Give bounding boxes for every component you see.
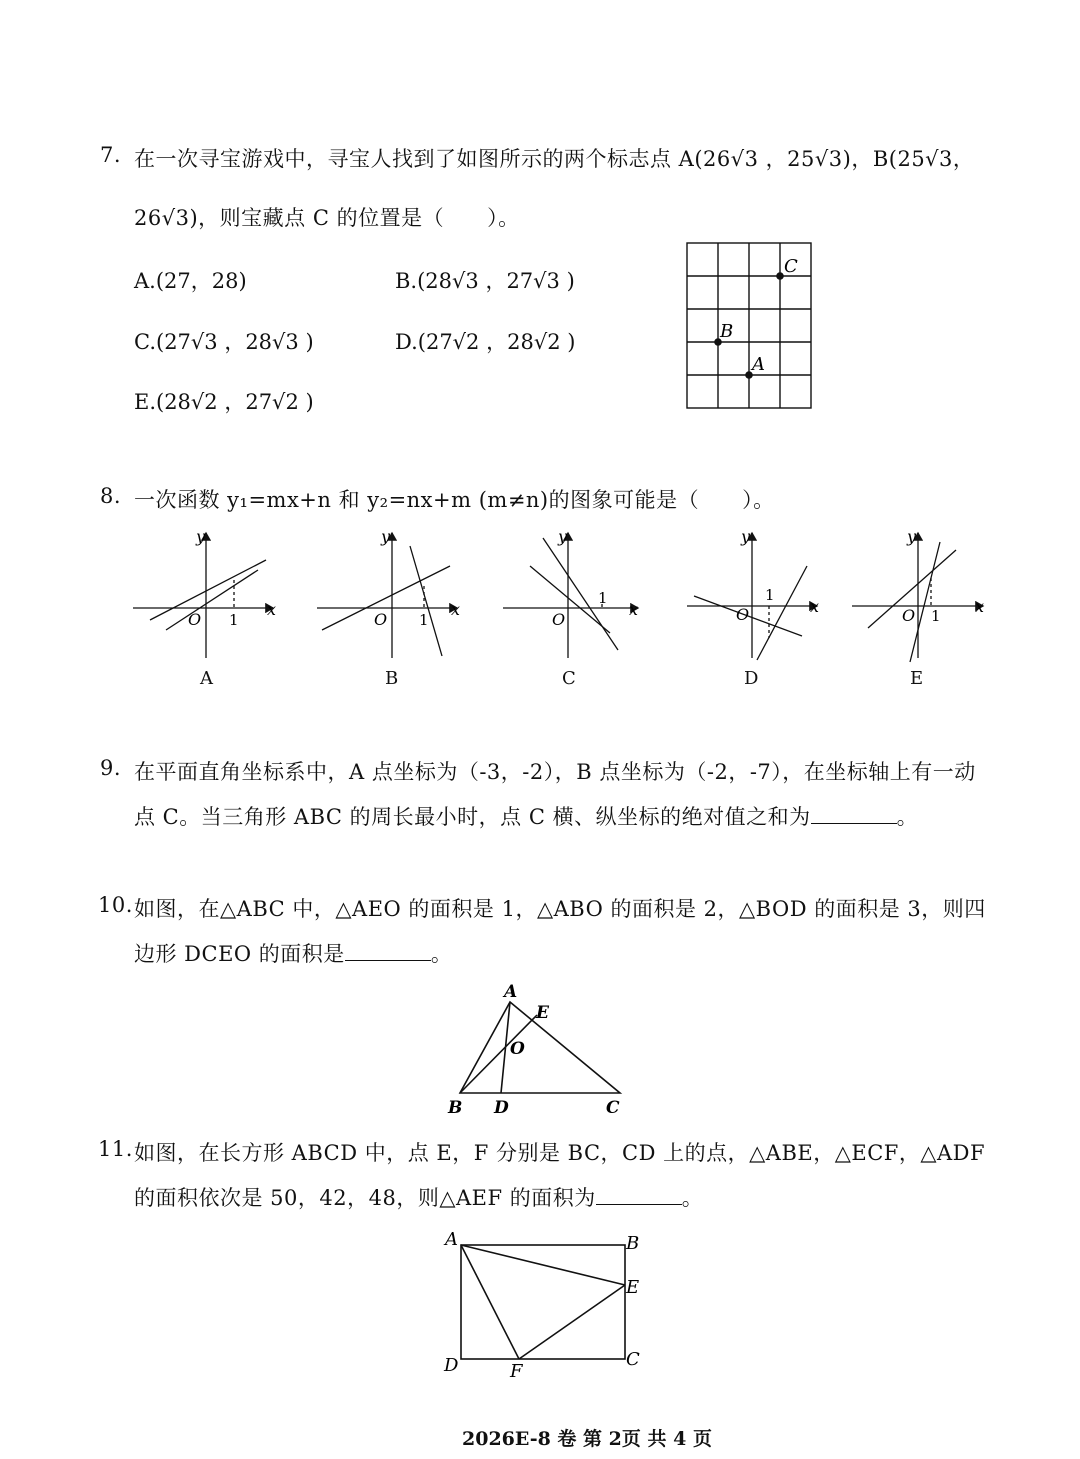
origin-label: O xyxy=(188,610,202,629)
q7-line2: 26√3)，则宝藏点 C 的位置是（ ）。 xyxy=(134,206,520,230)
q10-answer-blank[interactable] xyxy=(345,942,431,961)
q8-graph-b xyxy=(312,528,472,663)
q7-option-b: B.(28√3 ，27√3 ) xyxy=(395,269,575,293)
origin-label: O xyxy=(736,605,750,624)
q11-line1: 如图，在长方形 ABCD 中，点 E，F 分别是 BC，CD 上的点，△ABE，△ECF，△ADF xyxy=(134,1141,986,1165)
x-axis-label: x xyxy=(975,597,985,616)
q11-line2-wrap xyxy=(134,1182,703,1212)
y-axis-label: y xyxy=(907,528,917,546)
tick-label: 1 xyxy=(765,586,775,604)
q8-text: 一次函数 y₁=mx+n 和 y₂=nx+m (m≠n)的图象可能是（ ）。 xyxy=(134,488,775,512)
q10-number: 10. xyxy=(98,893,133,917)
page-footer: 2026E-8 卷 第 2页 共 4 页 xyxy=(462,1428,712,1450)
q8-number: 8. xyxy=(100,484,122,508)
x-axis-label: x xyxy=(629,600,639,619)
q9-answer-blank[interactable] xyxy=(811,805,897,824)
x-axis-label: x xyxy=(451,600,461,619)
label-b: B xyxy=(448,1098,463,1118)
q8-graph-d xyxy=(682,528,842,663)
y-axis-label: y xyxy=(558,528,568,546)
graph-d-label: D xyxy=(744,668,759,689)
label-a: A xyxy=(752,354,765,375)
origin-label: O xyxy=(552,610,566,629)
q9-line2-wrap xyxy=(134,801,918,831)
label-o: O xyxy=(510,1039,525,1059)
origin-label: O xyxy=(902,606,916,625)
q9-end: 。 xyxy=(896,805,919,829)
label-c: C xyxy=(626,1349,640,1370)
graph-a-label: A xyxy=(200,668,213,689)
q7-option-e: E.(28√2 ，27√2 ) xyxy=(134,390,314,414)
tick-label: 1 xyxy=(229,611,239,629)
label-f: F xyxy=(510,1361,523,1382)
tick-label: 1 xyxy=(931,607,941,625)
point-c xyxy=(776,272,784,280)
y-axis-label: y xyxy=(196,528,206,546)
q10-end: 。 xyxy=(430,942,453,966)
q11-rectangle-figure xyxy=(440,1225,650,1385)
q8-graph-e xyxy=(848,528,998,663)
y-axis-label: y xyxy=(381,528,391,546)
q11-line2: 的面积依次是 50，42，48，则△AEF 的面积为 xyxy=(134,1186,596,1210)
q8-graph-a xyxy=(128,528,288,663)
label-d: D xyxy=(494,1098,509,1118)
origin-label: O xyxy=(374,610,388,629)
q10-line2: 边形 DCEO 的面积是 xyxy=(134,942,345,966)
q11-number: 11. xyxy=(98,1137,133,1161)
x-axis-label: x xyxy=(267,600,277,619)
q7-option-c: C.(27√3 ，28√3 ) xyxy=(134,330,314,354)
label-b: B xyxy=(720,321,734,342)
x-axis-label: x xyxy=(810,597,820,616)
label-c: C xyxy=(606,1098,620,1118)
tick-label: 1 xyxy=(598,589,608,607)
q10-triangle-figure xyxy=(440,980,640,1120)
label-a: A xyxy=(445,1229,458,1250)
q8-graph-c xyxy=(498,528,658,663)
q9-line2: 点 C。当三角形 ABC 的周长最小时，点 C 横、纵坐标的绝对值之和为 xyxy=(134,805,811,829)
q9-line1: 在平面直角坐标系中，A 点坐标为（-3，-2），B 点坐标为（-2，-7），在坐标轴上有一动 xyxy=(134,760,976,784)
q7-option-a: A.(27，28) xyxy=(134,269,247,293)
q11-end: 。 xyxy=(681,1186,704,1210)
label-a: A xyxy=(504,982,518,1002)
tick-label: 1 xyxy=(419,611,429,629)
graph-e-label: E xyxy=(910,668,924,689)
q7-grid-figure xyxy=(684,240,814,412)
q7-number: 7. xyxy=(100,143,122,167)
label-e: E xyxy=(626,1277,640,1298)
q11-answer-blank[interactable] xyxy=(596,1186,682,1205)
label-c: C xyxy=(784,256,798,277)
y-axis-label: y xyxy=(741,528,751,546)
graph-b-label: B xyxy=(385,668,399,689)
label-e: E xyxy=(536,1003,549,1023)
label-d: D xyxy=(444,1355,459,1376)
q9-number: 9. xyxy=(100,756,122,780)
graph-c-label: C xyxy=(562,668,576,689)
q7-line1: 在一次寻宝游戏中，寻宝人找到了如图所示的两个标志点 A(26√3 ，25√3)，B(25√3， xyxy=(134,147,975,171)
q10-line2-wrap xyxy=(134,938,452,968)
q10-line1: 如图，在△ABC 中，△AEO 的面积是 1，△ABO 的面积是 2，△BOD 的面积是 3，则四 xyxy=(134,897,986,921)
label-b: B xyxy=(626,1233,640,1254)
q7-option-d: D.(27√2 ，28√2 ) xyxy=(395,330,576,354)
